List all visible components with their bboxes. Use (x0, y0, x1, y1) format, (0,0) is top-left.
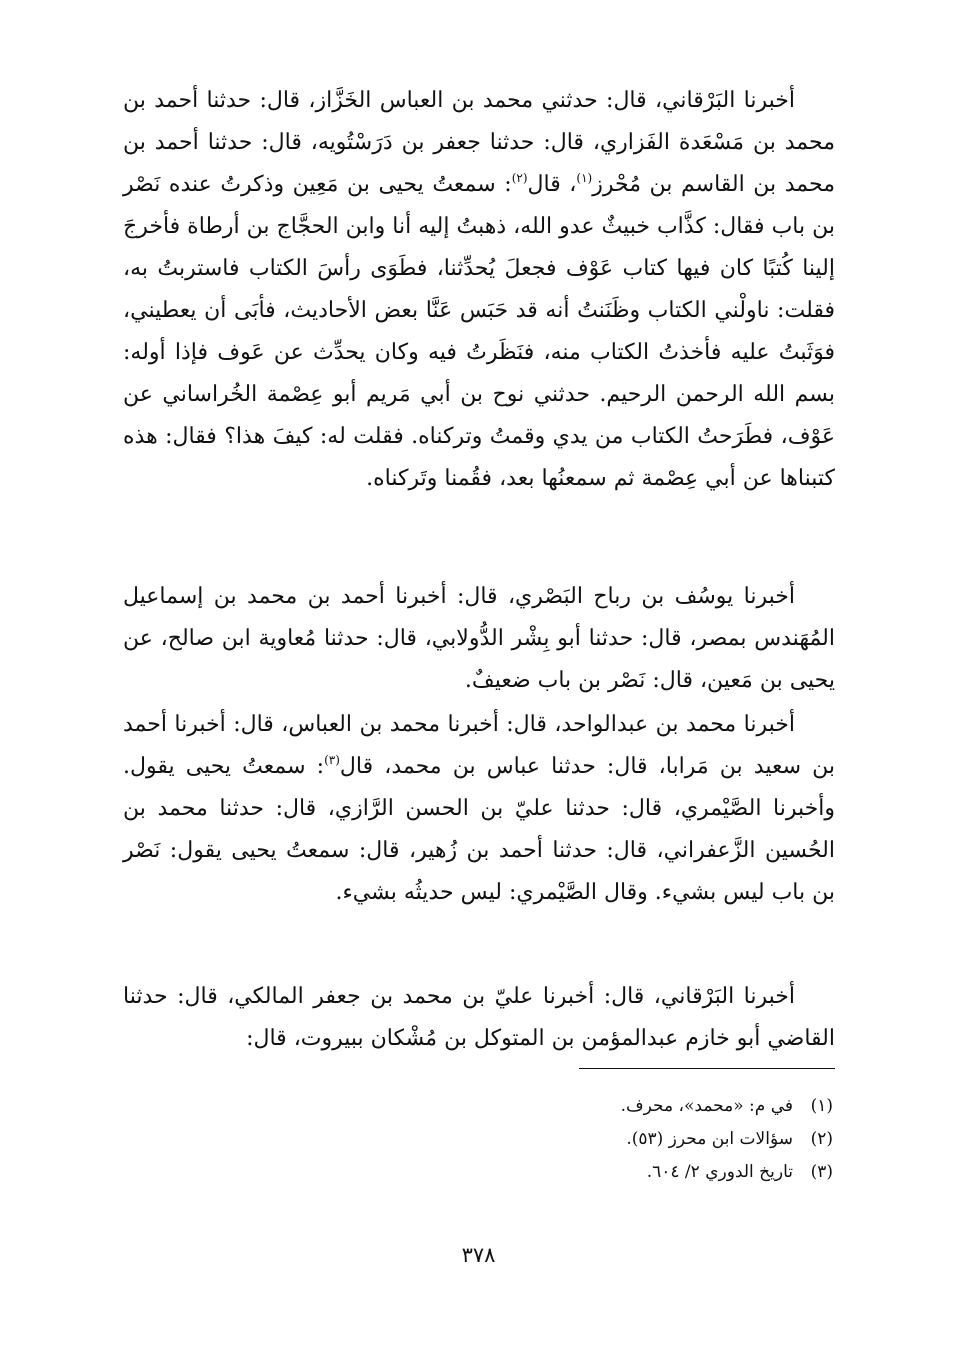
text-run: : سمعتُ يحيى بن مَعِين وذكرتُ عنده نَصْر بن باب فقال: كذَّاب خبيثٌ عدو الله، ذهبتُ إليه أنا وابن الحجَّاج بن أرطاة فأخرجَ إلينا كُتبًا كان فيها كتاب عَوْف فجعلَ يُحدِّثنا، فطَوَى رأسَ الكتاب فاستربتُ به، فقلت: ناولْني الكتاب وظَنَنتُ أنه قد حَبَس عَنَّا بعض الأحاديث، فأبَى أن يعطيني، فوَثَبتُ عليه فأخذتُ الكتاب منه، فنَظَرتُ فيه وكان يحدِّث عن عَوف فإذا أوله: بسم الله الرحمن الرحيم. حدثني نوح بن أبي مَريم أبو عِصْمة الخُراساني عن عَوْف، فطَرَحتُ الكتاب من يدي وقمتُ وتركناه. فقلت له: كيفَ هذا؟ فقال: هذه كتبناها عن أبي عِصْمة ثم سمعنُها بعد، فقُمنا وتَركناه. (123, 172, 836, 491)
text-run: أخبرنا البَرْقاني، قال: حدثني محمد بن العباس الخَزَّاز، قال: حدثنا أحمد بن محمد بن مَسْعَدة الفَزاري، قال: حدثنا جعفر بن دَرَسْتُويه، قال: حدثنا أحمد بن محمد بن القاسم بن مُحْرز (123, 88, 835, 197)
footnote-text: سؤالات ابن محرز (٥٣). (626, 1129, 793, 1149)
footnote-number: (١) (810, 1096, 833, 1116)
footnote-2 (133, 1123, 833, 1156)
paragraph-text (123, 704, 835, 914)
paragraph-text (123, 576, 835, 702)
footnote-3 (133, 1156, 833, 1189)
paragraph-1 (123, 80, 835, 500)
paragraph-text (123, 976, 835, 1060)
footnote-divider (579, 1068, 835, 1069)
footnote-ref-1: (١) (576, 171, 593, 185)
paragraph-4 (123, 976, 835, 1060)
text-run: ، قال (527, 172, 577, 197)
footnote-number: (٢) (810, 1129, 833, 1149)
footnote-ref-2: (٢) (511, 171, 528, 185)
footnote-number: (٣) (810, 1162, 833, 1182)
paragraph-3 (123, 704, 835, 914)
paragraph-2 (123, 576, 835, 702)
footnote-text: في م: «محمد»، محرف. (620, 1096, 793, 1116)
footnotes (133, 1090, 833, 1189)
paragraph-text (123, 80, 835, 500)
text-run: أخبرنا البَرْقاني، قال: أخبرنا عليّ بن محمد بن جعفر المالكي، قال: حدثنا القاضي أبو خازم عبدالمؤمن بن المتوكل بن مُشْكان ببيروت، قال: (123, 984, 835, 1051)
footnote-ref-3: (٣) (324, 753, 340, 767)
footnote-1 (133, 1090, 833, 1123)
footnote-text: تاريخ الدوري ٢/ ٦٠٤. (646, 1162, 793, 1182)
text-run: أخبرنا محمد بن عبدالواحد، قال: أخبرنا محمد بن العباس، قال: أخبرنا أحمد بن سعيد بن مَرابا، قال: حدثنا عباس بن محمد، قال (123, 712, 836, 779)
text-run: : سمعتُ يحيى يقول. وأخبرنا الصَّيْمري، قال: حدثنا عليّ بن الحسن الرَّازي، قال: حدثنا محمد بن الحُسين الزَّعفراني، قال: حدثنا أحمد بن زُهير، قال: سمعتُ يحيى يقول: نَصْر بن باب ليس بشيء. وقال الصَّيْمري: ليس حديثُه بشيء. (123, 754, 835, 905)
text-run: أخبرنا يوسُف بن رباح البَصْري، قال: أخبرنا أحمد بن محمد بن إسماعيل المُهَندس بمصر، قال: حدثنا أبو بِشْر الدُّولابي، قال: حدثنا مُعاوية ابن صالح، عن يحيى بن مَعين، قال: نَصْر بن باب ضعيفٌ. (123, 584, 835, 693)
page-number: ٣٧٨ (461, 1243, 496, 1267)
